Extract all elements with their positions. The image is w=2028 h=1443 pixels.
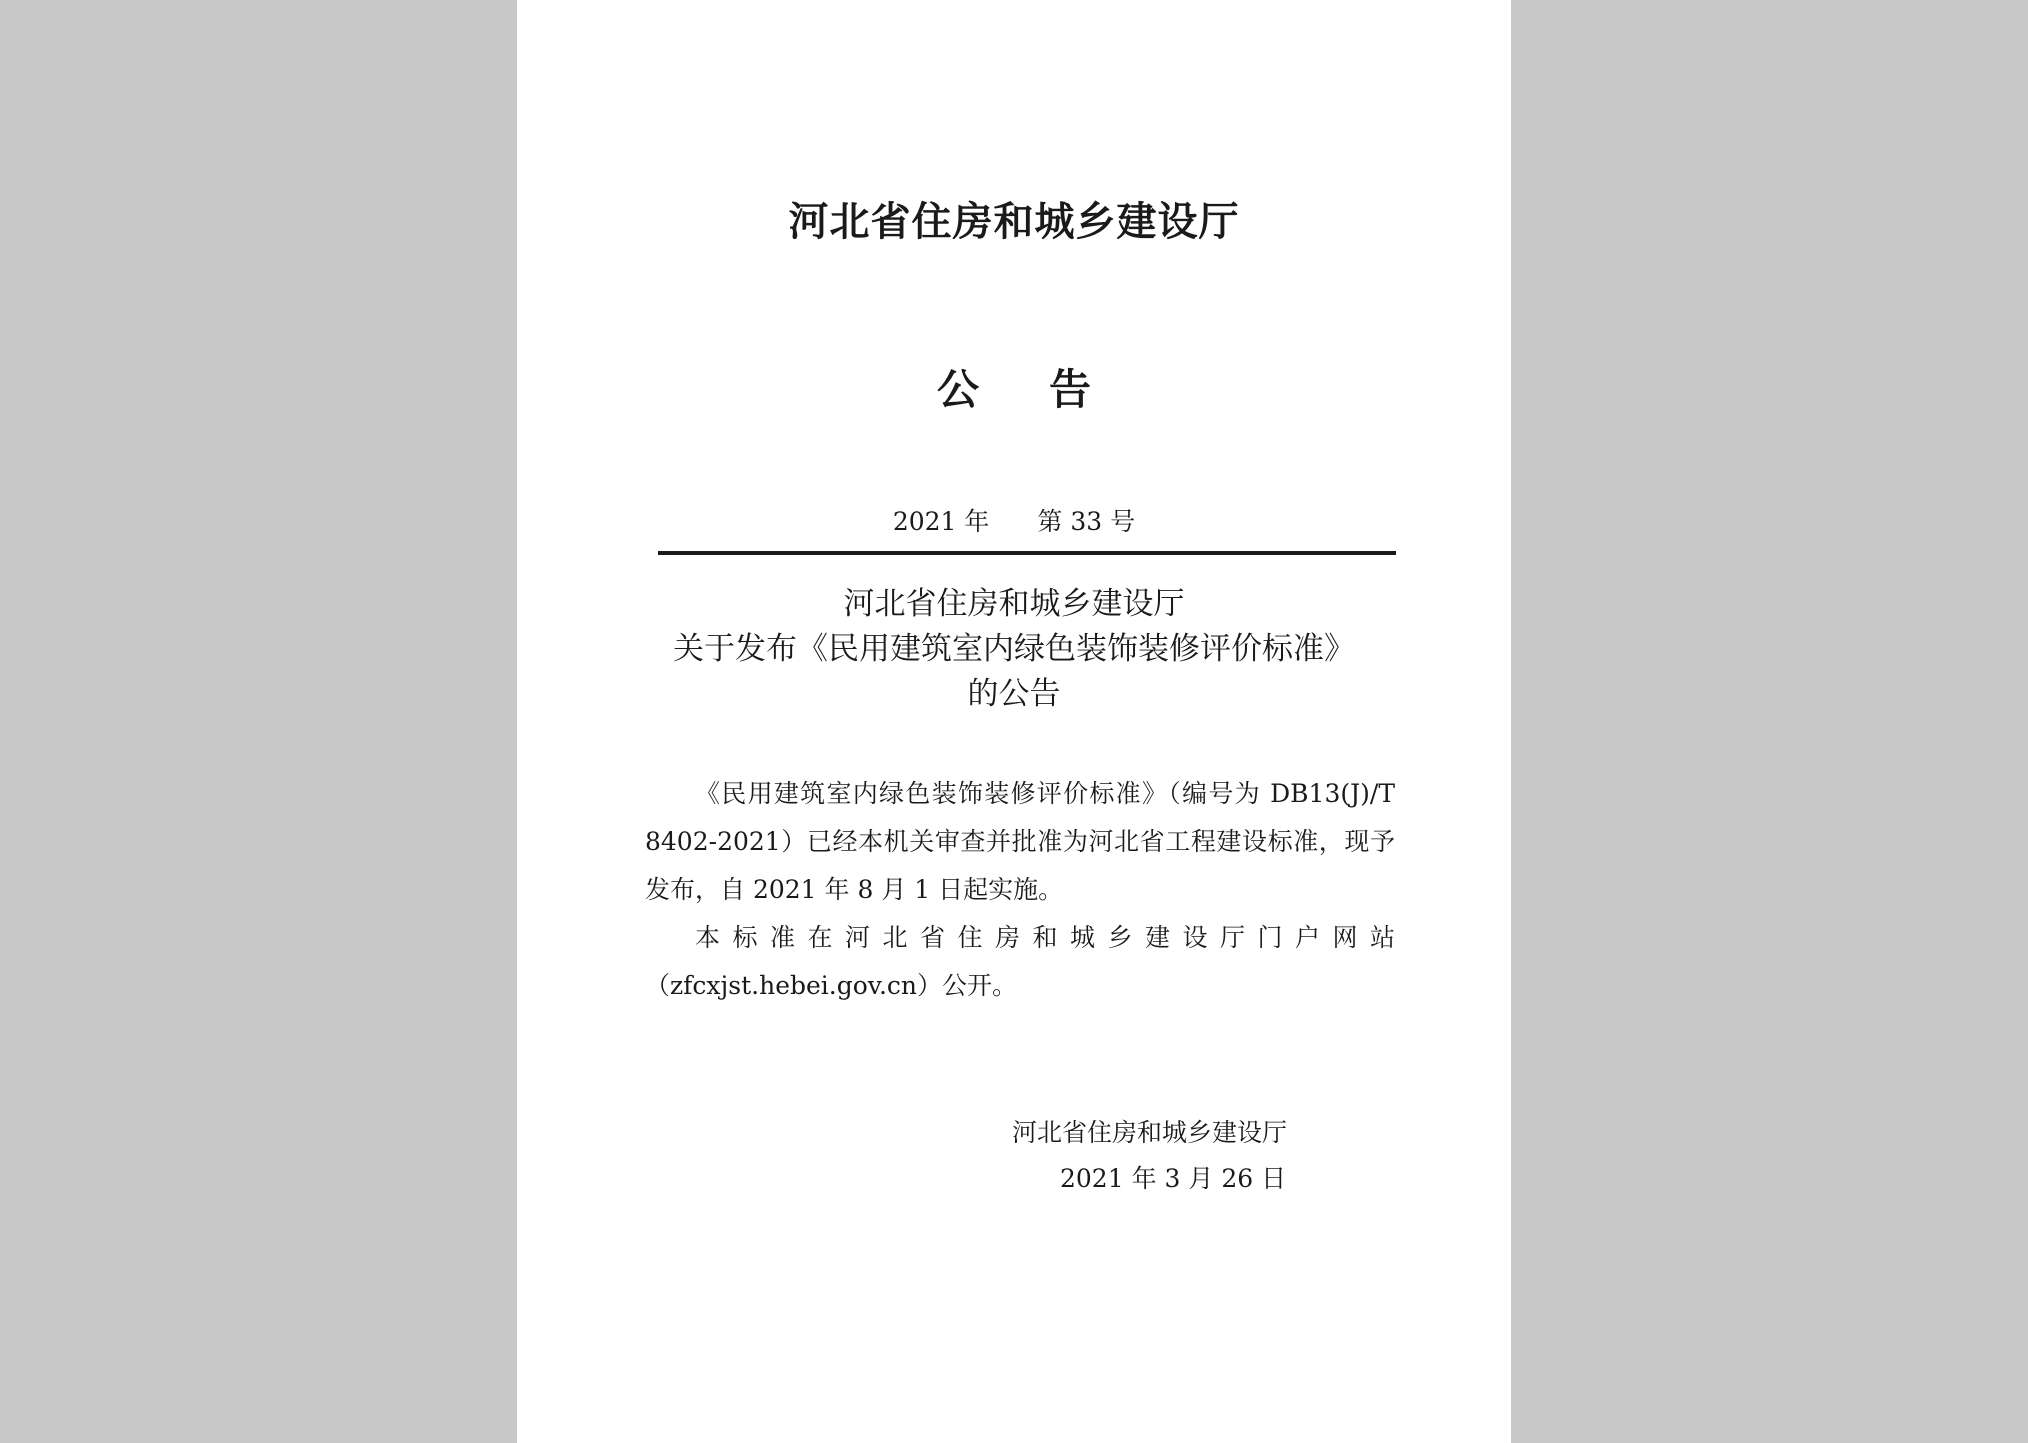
heading-line-2: 关于发布《民用建筑室内绿色装饰装修评价标准》	[673, 631, 1355, 667]
document-page	[517, 0, 1511, 1443]
agency-title: 河北省住房和城乡建设厅	[788, 198, 1240, 245]
body-paragraph-2: 本标准在河北省住房和城乡建设厅门户网站（zfcxjst.hebei.gov.cn）公开。	[645, 923, 1395, 1000]
document-number	[517, 502, 1511, 538]
notice-title: 公告	[936, 365, 1161, 414]
signature-date: 2021 年 3 月 26 日	[1060, 1164, 1287, 1193]
document-issue-number: 第 33 号	[1037, 507, 1136, 536]
header-divider	[658, 551, 1396, 555]
document-year: 2021 年	[892, 507, 990, 536]
heading-line-3: 的公告	[967, 676, 1061, 712]
heading-line-1: 河北省住房和城乡建设厅	[843, 586, 1185, 622]
signature-organization: 河北省住房和城乡建设厅	[1012, 1118, 1288, 1147]
body-paragraph-1: 《民用建筑室内绿色装饰装修评价标准》（编号为 DB13(J)/T 8402-2021）已经本机关审查并批准为河北省工程建设标准，现予发布，自 2021 年 8 月 1 日起实施。	[645, 779, 1395, 904]
